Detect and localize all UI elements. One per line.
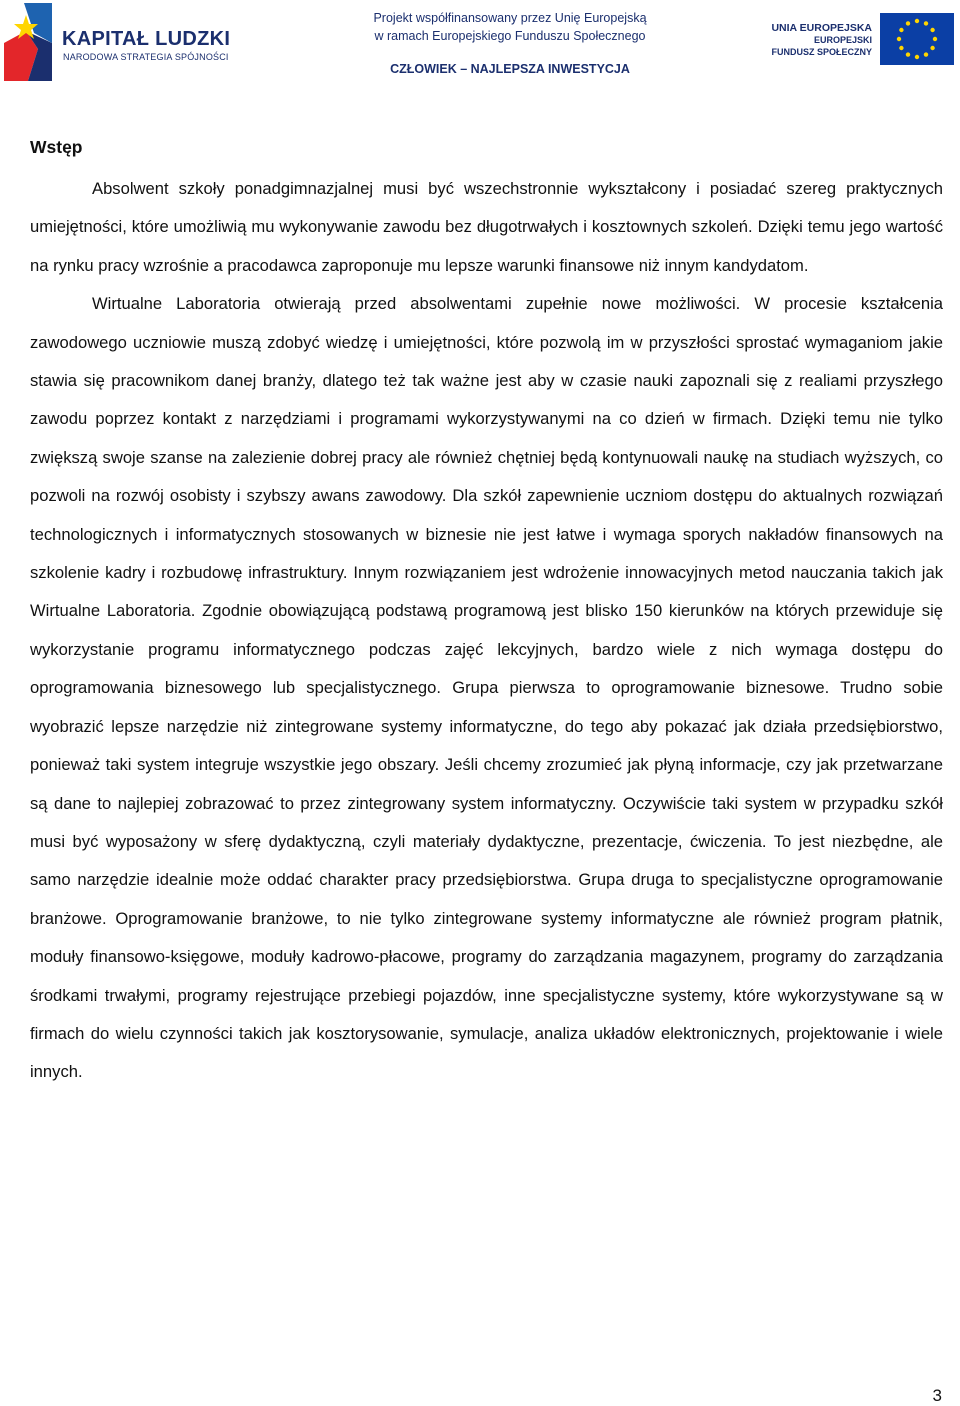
kapital-ludzki-subtitle: NARODOWA STRATEGIA SPÓJNOŚCI	[63, 52, 229, 62]
eu-logo-line-3: FUNDUSZ SPOŁECZNY	[771, 47, 872, 57]
page-header	[0, 0, 960, 95]
eu-logo-text	[760, 22, 872, 58]
page-number: 3	[932, 1386, 942, 1405]
eu-logo-line-1: UNIA EUROPEJSKA	[771, 22, 872, 34]
document-body	[30, 130, 943, 1092]
kapital-ludzki-title: KAPITAŁ LUDZKI	[62, 28, 231, 50]
project-funding-line-2: w ramach Europejskiego Funduszu Społecznego	[374, 29, 646, 43]
section-heading: Wstęp	[30, 137, 83, 157]
eu-logo-line-2: EUROPEJSKI	[813, 35, 872, 45]
eu-flag-icon	[880, 13, 954, 65]
kapital-ludzki-logo-icon	[4, 3, 52, 81]
project-motto: CZŁOWIEK – NAJLEPSZA INWESTYCJA	[390, 62, 630, 76]
project-funding-line-1: Projekt współfinansowany przez Unię Europejską	[373, 11, 647, 25]
paragraph-2: Wirtualne Laboratoria otwierają przed absolwentami zupełnie nowe możliwości. W procesie kształcenia zawodowego uczniowie muszą zdobyć wiedzę i umiejętności, które pozwolą im w przyszłości sprostać wymaganiom jakie stawia się pracownikom danej branży, dlatego też tak ważne jest aby w czasie nauki zapoznali się z realiami przyszłego zawodu poprzez kontakt z narzędziami i programami wykorzystywanymi na co dzień w firmach. Dzięki temu nie tylko zwiększą swoje szanse na zalezienie dobrej pracy ale również chętniej będą kontynuowali naukę na studiach wyższych, co pozwoli na rozwój osobisty i szybszy awans zawodowy. Dla szkół zapewnienie uczniom dostępu do aktualnych rozwiązań technologicznych i informatycznych stosowanych w biznesie nie jest łatwe i wymaga sporych nakładów finansowych na szkolenie kadry i rozbudowę infrastruktury. Innym rozwiązaniem jest wdrożenie innowacyjnych metod nauczania takich jak Wirtualne Laboratoria. Zgodnie obowiązującą podstawą programową jest blisko 150 kierunków na których przewiduje się wykorzystanie programu informatycznego podczas zajęć lekcyjnych, bardzo wiele z nich wymaga dostępu do oprogramowania biznesowego lub specjalistycznego. Grupa pierwsza to oprogramowanie biznesowe. Trudno sobie wyobrazić lepsze narzędzie niż zintegrowane systemy informatyczne, do tego aby pokazać jak działa przedsiębiorstwo, ponieważ taki system integruje wszystkie jego obszary. Jeśli chcemy zrozumieć jak płyną informacje, czy jak przetwarzane są dane to najlepiej zobrazować to przez zintegrowany system informatyczny. Oczywiście taki system w przypadku szkół musi być wyposażony w sferę dydaktyczną, czyli materiały dydaktyczne, prezentacje, ćwiczenia. To jest niezbędne, ale samo narzędzie idealnie może oddać charakter pracy przedsiębiorstwa. Grupa druga to specjalistyczne oprogramowanie branżowe. Oprogramowanie branżowe, to nie tylko zintegrowane systemy informatyczne ale również program płatnik, moduły finansowo-księgowe, moduły kadrowo-płacowe, programy do zarządzania magazynem, programy do zarządzania środkami trwałymi, programy rejestrujące przebiegi pojazdów, inne specjalistyczne systemy, które wykorzystywane są w firmach do wielu czynności takich jak kosztorysowanie, symulacje, analiza układów elektronicznych, projektowanie i wiele innych.	[30, 294, 943, 1082]
project-funding-text	[325, 9, 695, 45]
paragraph-1: Absolwent szkoły ponadgimnazjalnej musi być wszechstronnie wykształcony i posiadać szereg praktycznych umiejętności, które umożliwią mu wykonywanie zawodu bez długotrwałych i kosztownych szkoleń. Dzięki temu jego wartość na rynku pracy wzrośnie a pracodawca zaproponuje mu lepsze warunki finansowe niż innym kandydatom.	[30, 179, 943, 275]
